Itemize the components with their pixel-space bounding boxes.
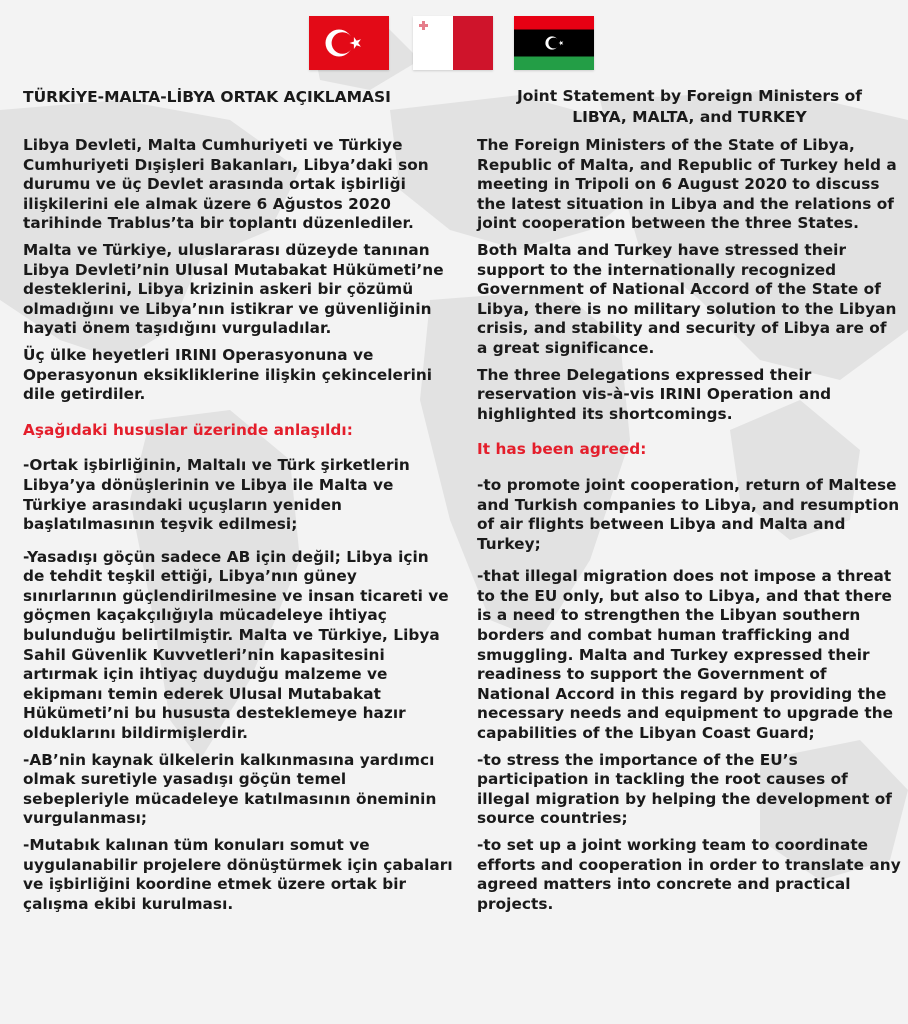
turkish-title: TÜRKİYE-MALTA-LİBYA ORTAK AÇIKLAMASI [23,88,391,106]
english-item-1: -to promote joint cooperation, return of Maltese and Turkish companies to Libya, and resumption of air flights between Libya and Malta and Turkey; [477,475,900,553]
english-item-4: -to set up a joint working team to coordinate efforts and cooperation in order to translate any agreed matters into concrete and practical projects. [477,836,901,913]
turkish-paragraph-2: Malta ve Türkiye, uluslararası düzeyde tanınan Libya Devleti’nin Ulusal Mutabakat Hükümeti’ne desteklerini, Libya krizinin askeri bir çözümü olmadığını ve Libya’nın istikrar ve güvenliğinin hayati önem taşıdığını vurguladılar. [23,240,444,338]
turkish-item-2: -Yasadışı göçün sadece AB için değil; Libya için de tehdit teşkil ettiği, Libya’nın güney sınırlarının güçlendirilmesine ve insan ticareti ve göçmen kaçakçılığıyla mücadeleye ihtiyaç bulunduğu belirtilmiştir. Malta ve Türkiye, Libya Sahil Güvenlik Kuvvetleri’nin kapasitesini artırmak için ihtiyaç duyduğu malzeme ve ekipmanı temin ederek Ulusal Mutabakat Hükümeti’ni bu hususta desteklemeye hazır olduklarını bildirmişlerdir. [23,547,449,743]
english-title [477,86,902,128]
english-item-3: -to stress the importance of the EU’s participation in tackling the root causes of illegal migration by helping the development of source countries; [477,750,892,828]
malta-flag-icon [413,16,493,70]
english-statement-column [477,86,902,914]
turkish-paragraph-1: Libya Devleti, Malta Cumhuriyeti ve Türkiye Cumhuriyeti Dışişleri Bakanları, Libya’daki son durumu ve üç Devlet arasında ortak işbirliği ilişkilerini ele almak üzere 6 Ağustos 2020 tarihinde Trablus’ta bir toplantı düzenlediler. [23,136,429,233]
turkish-item-1: -Ortak işbirliğinin, Maltalı ve Türk şirketlerin Libya’ya dönüşlerinin ve Libya ile Malta ve Türkiye arasındaki uçuşların yeniden başlatılmasının teşvik edilmesi; [23,456,410,534]
libya-flag-icon [514,16,594,70]
turkish-statement-column [23,86,453,914]
english-paragraph-1: The Foreign Ministers of the State of Libya, Republic of Malta, and Republic of Turkey held a meeting in Tripoli on 6 August 2020 to discuss the latest situation in Libya and the relations of joint cooperation between the three States. [477,136,897,233]
english-item-2: -that illegal migration does not impose a threat to the EU only, but also to Libya, and that there is a need to strengthen the Libyan southern borders and combat human trafficking and smuggling. Malta and Turkey expressed their readiness to support the Government of National Accord in this regard by providing the necessary needs and equipment to upgrade the capabilities of the Libyan Coast Guard; [477,567,894,743]
english-title-line-1: Joint Statement by Foreign Ministers of [516,87,863,105]
turkish-paragraph-3: Üç ülke heyetleri IRINI Operasyonuna ve Operasyonun eksikliklerine ilişkin çekincelerini dile getirdiler. [23,345,433,404]
english-title-line-2: LIBYA, MALTA, and TURKEY [572,108,807,126]
turkish-item-4: -Mutabık kalınan tüm konuları somut ve uygulanabilir projelere dönüştürmek için çabaları ve işbirliğini koordine etmek üzere ortak bir çalışma ekibi kurulması. [23,836,453,913]
turkish-agreed-heading: Aşağıdaki hususlar üzerinde anlaşıldı: [23,420,353,439]
english-agreed-heading: It has been agreed: [477,440,647,459]
turkey-flag-icon [309,16,389,70]
turkish-item-3: -AB’nin kaynak ülkelerin kalkınmasına yardımcı olmak suretiyle yasadışı göçün temel sebepleriyle mücadeleye katılmasının öneminin vurgulanması; [23,750,437,828]
english-paragraph-3: The three Delegations expressed their reservation vis-à-vis IRINI Operation and highlighted its shortcomings. [477,365,832,423]
flags-row [0,16,908,72]
english-paragraph-2: Both Malta and Turkey have stressed their support to the internationally recognized Government of National Accord of the State of Libya, there is no military solution to the Libyan crisis, and stability and security of Libya are of a great significance. [477,240,897,357]
